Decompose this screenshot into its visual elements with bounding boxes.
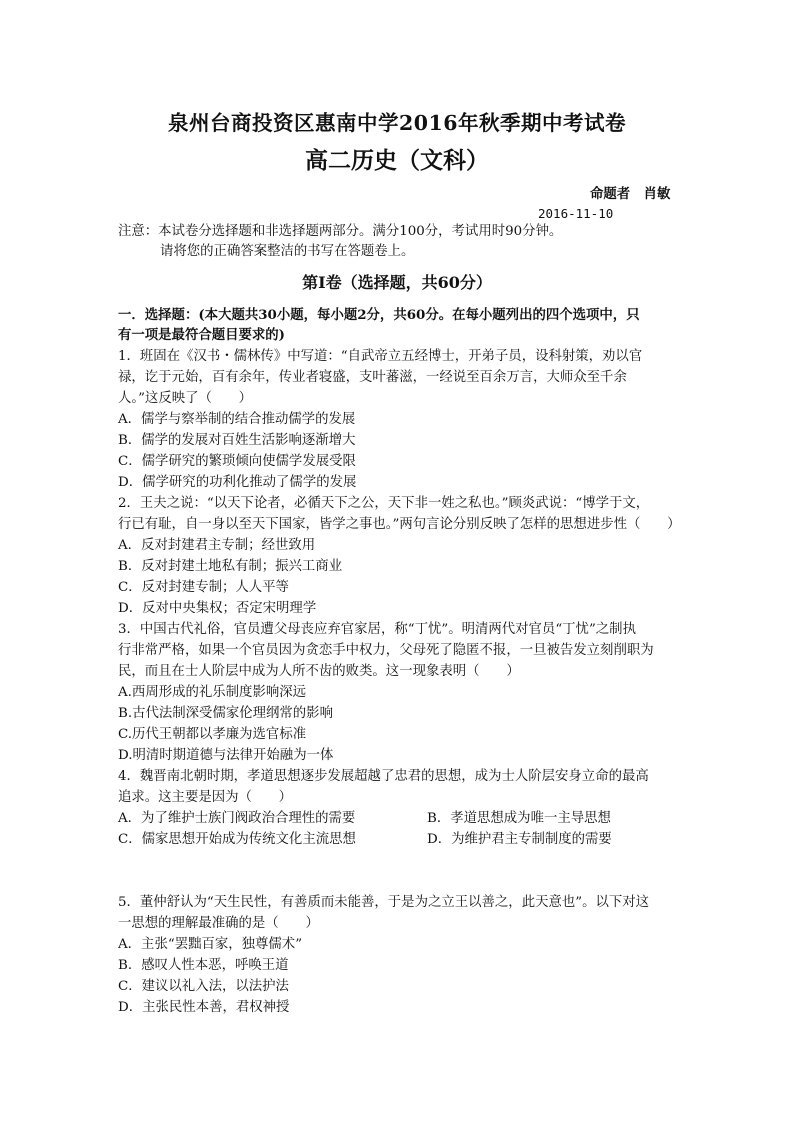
question-3-option-d: D.明清时期道德与法律开始融为一体	[118, 748, 334, 763]
notice-line-1: 注意：本试卷分选择题和非选择题两部分。满分100分，考试用时90分钟。	[118, 224, 563, 239]
question-5-option-a: A．主张“罢黜百家，独尊儒术”	[118, 937, 303, 952]
section-instruction-1: 一．选择题：(本大题共30小题，每小题2分，共60分。在每小题列出的四个选项中，只	[118, 307, 640, 323]
question-5-stem-2: 一思想的理解最准确的是（ ）	[118, 916, 319, 931]
question-5-stem-1: 5．董仲舒认为“天生民性，有善质而未能善，于是为之立王以善之，此天意也”。以下对这	[118, 895, 650, 910]
question-4-option-d: D．为维护君主专制制度的需要	[427, 832, 612, 847]
question-4-stem-2: 追求。这主要是因为（ ）	[118, 790, 293, 805]
question-3-option-a: A.西周形成的礼乐制度影响深远	[118, 685, 307, 700]
author: 命题者 肖敏	[590, 186, 671, 202]
question-1-option-c: C．儒学研究的繁琐倾向使儒学发展受限	[118, 454, 356, 469]
question-3-option-c: C.历代王朝都以孝廉为选官标准	[118, 727, 307, 742]
question-4-option-b: B．孝道思想成为唯一主导思想	[427, 811, 611, 826]
section-instruction-2: 有一项是最符合题目要求的)	[118, 327, 286, 343]
question-1-option-a: A．儒学与察举制的结合推动儒学的发展	[118, 412, 356, 427]
question-5-option-c: C．建议以礼入法，以法护法	[118, 979, 289, 994]
question-1-stem-1: 1．班固在《汉书・儒林传》中写道：“自武帝立五经博士，开弟子员，设科射策，劝以官	[118, 349, 643, 364]
subject-title: 高二历史（文科）	[305, 147, 489, 174]
question-1-stem-3: 人。”这反映了（ ）	[118, 391, 253, 406]
question-1-stem-2: 禄，讫于元始，百有余年，传业者寝盛，支叶蕃滋，一经说至百余万言，大师众至千余	[118, 370, 627, 385]
question-2-stem-2: 行已有耻，自一身以至天下国家，皆学之事也。”两句言论分别反映了怎样的思想进步性（ ）	[118, 517, 681, 532]
school-title: 泉州台商投资区惠南中学2016年秋季期中考试卷	[167, 111, 627, 135]
question-1-option-b: B．儒学的发展对百姓生活影响逐渐增大	[118, 433, 356, 448]
question-1-option-d: D．儒学研究的功利化推动了儒学的发展	[118, 475, 357, 490]
question-3-stem-1: 3．中国古代礼俗，官员遭父母丧应弃官家居，称“丁忧”。明清两代对官员“丁忧”之制执	[118, 622, 636, 637]
question-3-option-b: B.古代法制深受儒家伦理纲常的影响	[118, 706, 333, 721]
question-2-option-b: B．反对封建土地私有制；振兴工商业	[118, 559, 343, 574]
question-3-stem-3: 民，而且在士人阶层中成为人所不齿的败类。这一现象表明（ ）	[118, 664, 520, 679]
question-2-option-a: A．反对封建君主专制；经世致用	[118, 538, 316, 553]
question-4-stem-1: 4．魏晋南北朝时期，孝道思想逐步发展超越了忠君的思想，成为士人阶层安身立命的最高	[118, 769, 649, 784]
notice-line-2: 请将您的正确答案整洁的书写在答题卷上。	[160, 244, 415, 259]
question-2-stem-1: 2．王夫之说：“以天下论者，必循天下之公，天下非一姓之私也。”顾炎武说：“博学于文，	[118, 496, 650, 511]
question-5-option-b: B．感叹人性本恶，呼唤王道	[118, 958, 289, 973]
section-title: 第Ⅰ卷（选择题，共60分）	[302, 273, 492, 292]
question-5-option-d: D．主张民性本善，君权神授	[118, 1000, 290, 1015]
exam-date: 2016-11-10	[538, 206, 614, 221]
question-3-stem-2: 行非常严格，如果一个官员因为贪恋手中权力，父母死了隐匿不报，一旦被告发立刻削职为	[118, 643, 654, 658]
question-2-option-d: D．反对中央集权；否定宋明理学	[118, 601, 317, 616]
question-2-option-c: C．反对封建专制；人人平等	[118, 580, 289, 595]
question-4-option-a: A．为了维护士族门阀政治合理性的需要	[118, 811, 356, 826]
question-4-option-c: C．儒家思想开始成为传统文化主流思想	[118, 832, 356, 847]
